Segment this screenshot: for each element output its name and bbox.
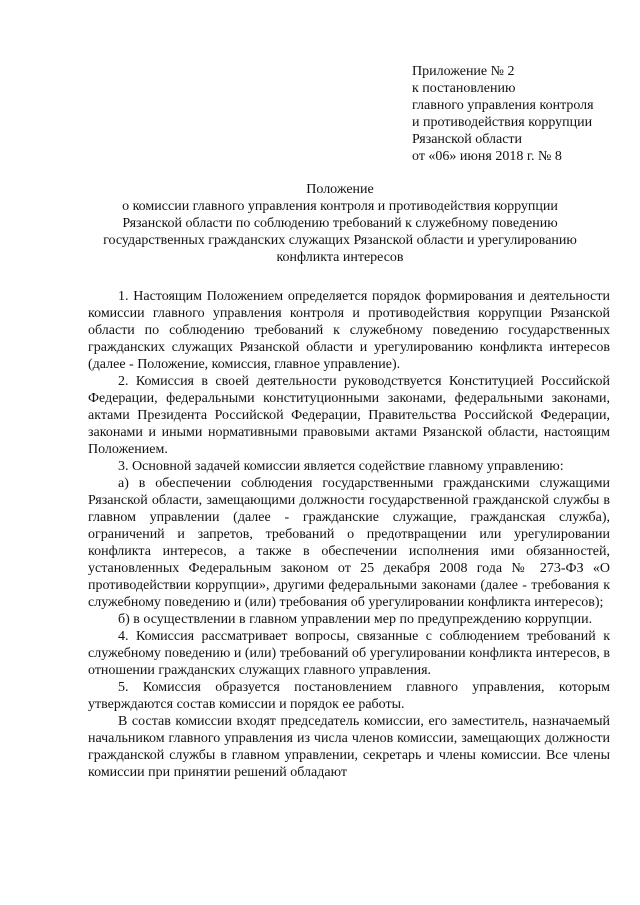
document-title (84, 181, 596, 266)
appendix-line: к постановлению (412, 81, 516, 96)
appendix-line: главного управления контроля (412, 98, 594, 113)
appendix-line: Приложение № 2 (412, 64, 515, 79)
appendix-line: и противодействия коррупции (412, 115, 593, 130)
title-line: о комиссии главного управления контроля и противодействия коррупции (122, 199, 558, 214)
appendix-line: Рязанской области (412, 132, 523, 147)
appendix-line: от «06» июня 2018 г. № 8 (412, 149, 562, 164)
title-line: государственных гражданских служащих Рязанской области и урегулированию (103, 233, 577, 248)
paragraph-5: 5. Комиссия образуется постановлением главного управления, которым утверждаются состав комиссии и порядок ее работы. (88, 680, 610, 712)
paragraph-2: 2. Комиссия в своей деятельности руководствуется Конституцией Российской Федерации, федеральными конституционными законами, федеральными законами, актами Президента Российской Федерации, Правительства Российской Федерации, законами и иными нормативными правовыми актами Рязанской области, настоящим Положением. (88, 374, 610, 457)
paragraph-3a: а) в обеспечении соблюдения государственными гражданскими служащими Рязанской области, замещающими должности государственной гражданской службы в главном управлении (далее - гражданские служащие, гражданская служба), ограничений и запретов, требований о предотвращении или урегулировании конфликта интересов, а также в обеспечении исполнения ими обязанностей, установленных Федеральным законом от 25 декабря 2008 года № 273-ФЗ «О противодействии коррупции», другими федеральными законами (далее - требования к служебному поведению и (или) требования об урегулировании конфликта интересов); (88, 476, 610, 610)
title-heading: Положение (306, 182, 374, 197)
paragraph-6: В состав комиссии входят председатель комиссии, его заместитель, назначаемый начальником главного управления из числа членов комиссии, замещающих должности гражданской службы в главном управлении, секретарь и члены комиссии. Все члены комиссии при принятии решений обладают (88, 714, 610, 780)
document-body (88, 288, 610, 781)
paragraph-1: 1. Настоящим Положением определяется порядок формирования и деятельности комиссии главного управления контроля и противодействия коррупции Рязанской области по соблюдению требований к служебному поведению государственных гражданских служащих Рязанской области и урегулированию конфликта интересов (далее - Положение, комиссия, главное управление). (88, 289, 610, 372)
paragraph-3b: б) в осуществлении в главном управлении мер по предупреждению коррупции. (118, 612, 593, 627)
appendix-block (412, 63, 634, 165)
title-line: Рязанской области по соблюдению требований к служебному поведению (122, 216, 558, 231)
paragraph-3: 3. Основной задачей комиссии является содействие главному управлению: (118, 459, 564, 474)
title-line: конфликта интересов (276, 250, 404, 265)
paragraph-4: 4. Комиссия рассматривает вопросы, связанные с соблюдением требований к служебному поведению и (или) требований об урегулировании конфликта интересов, в отношении гражданских служащих главного управления. (88, 629, 610, 678)
